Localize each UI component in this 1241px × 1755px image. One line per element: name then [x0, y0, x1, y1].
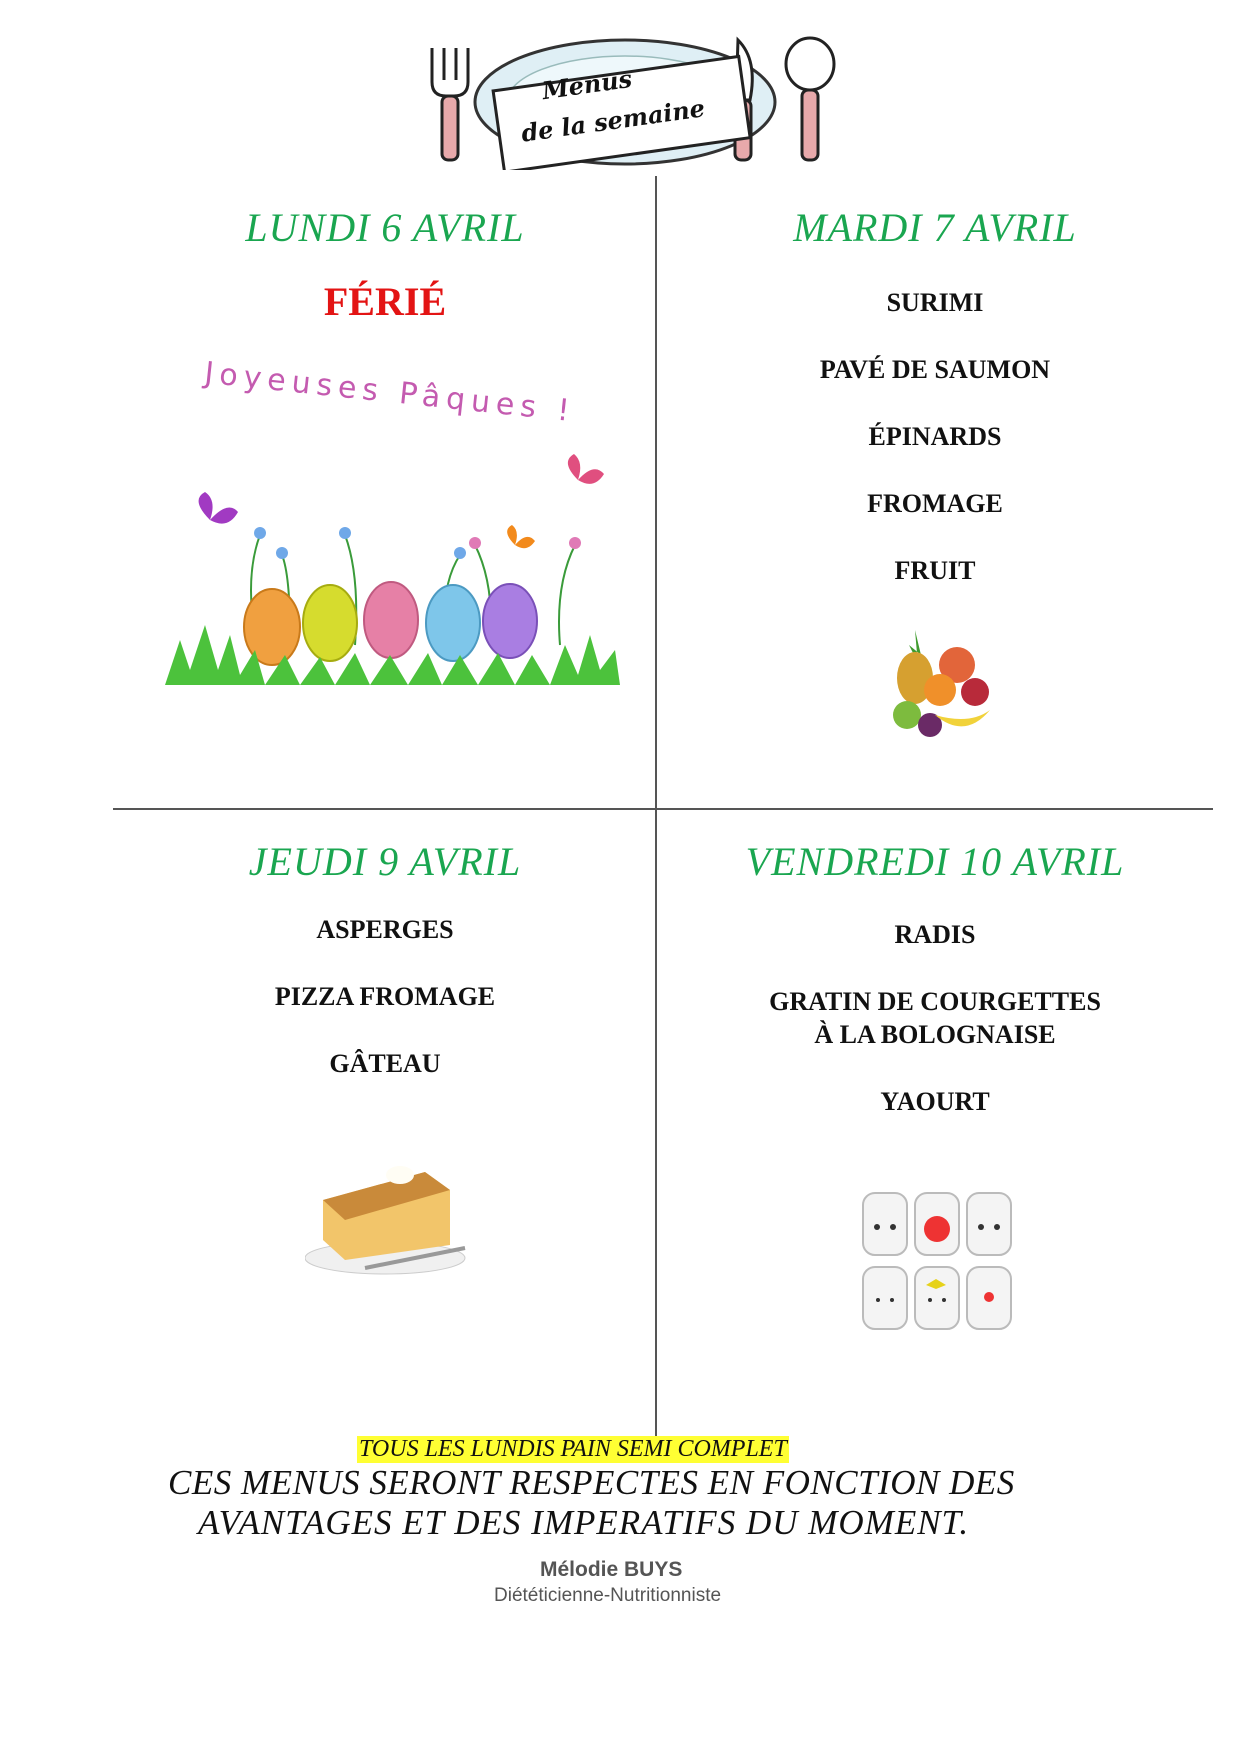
fruit-icon	[875, 620, 1000, 745]
menu-item: À LA BOLOGNAISE	[814, 1020, 1056, 1049]
vertical-divider	[655, 176, 657, 1438]
menu-item: PAVÉ DE SAUMON	[819, 355, 1051, 384]
day-title-vendredi: VENDREDI 10 AVRIL	[745, 839, 1125, 884]
cake-icon	[305, 1150, 470, 1280]
easter-illustration	[160, 355, 620, 685]
menu-item: ÉPINARDS	[868, 422, 1002, 451]
notice-line1: CES MENUS SERONT RESPECTES EN FONCTION DES	[168, 1463, 1015, 1502]
menu-item: SURIMI	[886, 288, 984, 317]
header-line2: de la semaine	[519, 93, 707, 148]
menu-item: YAOURT	[880, 1087, 990, 1116]
day-title-lundi: LUNDI 6 AVRIL	[245, 205, 525, 250]
day-title-mardi: MARDI 7 AVRIL	[793, 205, 1077, 250]
day-title-jeudi: JEUDI 9 AVRIL	[248, 839, 522, 884]
cutlery-plate-icon	[420, 30, 840, 170]
notice-line2: AVANTAGES ET DES IMPERATIFS DU MOMENT.	[198, 1503, 970, 1542]
status-ferie: FÉRIÉ	[323, 279, 447, 324]
horizontal-divider	[113, 808, 1213, 810]
header-line1: Menus	[540, 63, 634, 106]
easter-eggs-icon	[160, 365, 620, 685]
header-logo	[420, 30, 840, 170]
cake-illustration	[305, 1150, 470, 1280]
menu-item: GÂTEAU	[329, 1049, 441, 1078]
menu-item: PIZZA FROMAGE	[274, 982, 496, 1011]
menu-item: GRATIN DE COURGETTES	[769, 987, 1101, 1016]
menu-item: ASPERGES	[316, 915, 454, 944]
signature-name: Mélodie BUYS	[540, 1558, 683, 1581]
fruit-basket-illustration	[875, 620, 1000, 745]
highlight-notice: TOUS LES LUNDIS PAIN SEMI COMPLET	[359, 1436, 787, 1462]
signature-title: Diététicienne-Nutritionniste	[494, 1585, 722, 1606]
yogurt-jars-illustration	[858, 1185, 1018, 1335]
easter-greeting: Joyeuses Pâques !	[202, 355, 578, 430]
menu-item: FROMAGE	[867, 489, 1003, 518]
menu-item: RADIS	[894, 920, 976, 949]
menu-item: FRUIT	[894, 556, 976, 585]
yogurt-icon	[858, 1185, 1018, 1335]
